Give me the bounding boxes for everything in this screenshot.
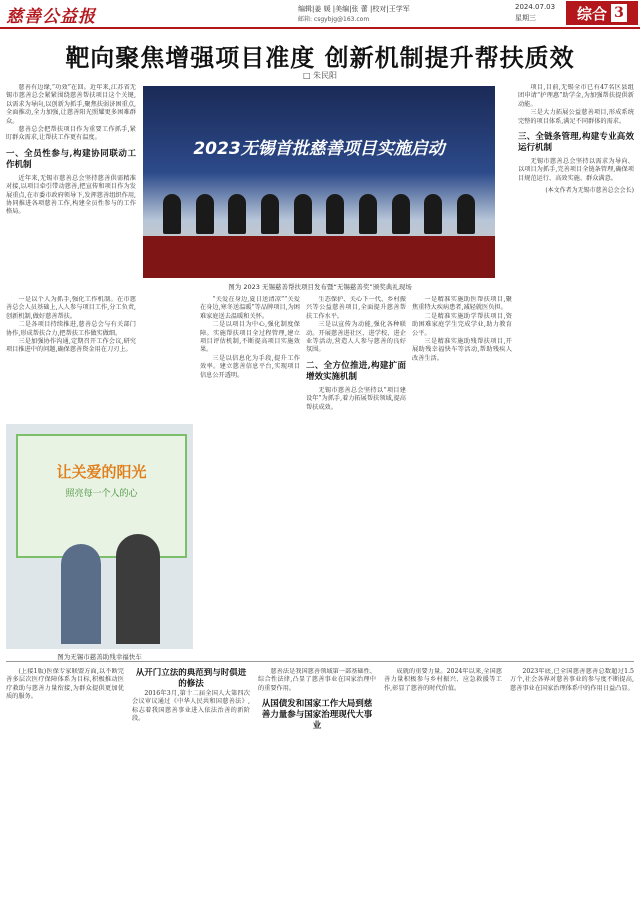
paragraph: 二是以项目为中心,强化制度保障。实施帮扶项目全过程管理,建立项目评估机制,不断提高项目实施效果。 xyxy=(200,321,300,354)
person-figure xyxy=(116,534,160,644)
section-heading: 三、全链条管理,构建专业高效运行机制 xyxy=(518,132,634,154)
person-figure xyxy=(61,544,101,644)
stage-platform xyxy=(143,236,495,278)
issue-weekday: 星期三 xyxy=(515,14,536,22)
page-number: 3 xyxy=(611,4,627,22)
paragraph: 慈善有边缘,“功效”在回。近年来,江苏省无锡市慈善总会紧紧围绕慈善帮扶项目这个关键,以需求为导向,以创新为抓手,聚焦扶弱济困重点,全面推动,全力加强,让慈善阳光照耀更多困难群众。 xyxy=(6,84,136,125)
issue-date: 2024.07.03 xyxy=(515,3,556,11)
paragraph: 近年来,无锡市慈善总会坚持慈善供需精准对接,以项目牵引带动慈善,把宣传和项目作为发展重点,在市委市政府领导下,发挥慈善组织作用,协同推进各项慈善工作,构建全员性参与的工作格局。 xyxy=(6,174,136,216)
section-tag xyxy=(566,1,638,25)
paragraph: 成就的重要力量。2024年以来,全国慈善力量积极参与乡村振兴、应急救援等工作,彰显了慈善的时代价值。 xyxy=(384,668,502,692)
bottom-column-2 xyxy=(132,668,250,898)
banner-subtitle: 照亮每一个人的心 xyxy=(65,489,138,499)
bottom-column-3 xyxy=(258,668,376,898)
paragraph: (上接1版)医保专家联盟方面,以不断完善多层次医疗保障体系为目标,积极推动医疗救助与慈善力量衔接,为群众提供更加优质的服务。 xyxy=(6,668,124,701)
article-column-5 xyxy=(412,296,512,656)
bottom-column-1 xyxy=(6,668,124,898)
paragraph: 三是精准实施助残帮扶项目,开展助残幸福快车等活动,帮助残疾人改善生活。 xyxy=(412,338,512,362)
contact-email: 邮箱: csgybjg@163.com xyxy=(298,16,370,23)
author-note: (本文作者为无锡市慈善总会会长) xyxy=(545,187,634,195)
headline: 靶向聚焦增强项目准度 创新机制提升帮扶质效 xyxy=(65,43,575,72)
byline: □ 朱民阳 xyxy=(302,71,338,80)
paragraph: 2023年底,已全国慈善慈善总数超过1.5万个,社会各界对慈善事业的参与度不断提高,慈善事业在国家治理体系中的作用日益凸显。 xyxy=(510,668,634,692)
paragraph: 慈善法是我国慈善领域第一部基础性、综合性法律,凸显了慈善事业在国家治理中的重要作用。 xyxy=(258,668,376,692)
paragraph: 一是精准实施助医帮扶项目,聚焦重特大疾病患者,减轻就医负担。 xyxy=(412,296,512,312)
article-column-2 xyxy=(6,296,136,416)
article-column-4 xyxy=(306,296,406,656)
section-heading: 一、全员性参与,构建协同联动工作机制 xyxy=(6,148,136,170)
paragraph: 三是加强协作沟通,定期召开工作会议,研究项目推进中的问题,确保慈善资金用在刀刃上。 xyxy=(6,338,136,354)
people-row xyxy=(163,194,475,234)
photo-banner-text: 2023无锡首批慈善项目实施启动 xyxy=(193,139,445,159)
top-rule xyxy=(0,27,640,29)
paragraph: 项目,目前,无锡全市已有47名区县组团申请“护理惠”助学金,为加强帮扶提供新动能。 xyxy=(518,84,634,108)
section-divider xyxy=(6,661,634,662)
section-heading: 从国债发和国家工作大局到慈善力量参与国家治理现代大事业 xyxy=(261,699,373,732)
editor-info: 编辑|姜 媛 |美编|张 蕾 |校对|王学军 xyxy=(298,5,410,13)
paragraph: 一是以个人为抓手,强化工作机制。在市慈善总会人员基础上,人人参与项目工作,分工负责,创新机制,做好慈善帮扶。 xyxy=(6,296,136,320)
paragraph: 无锡市慈善总会坚持以“项目建设年”为抓手,着力拓展帮扶领域,提高帮扶成效。 xyxy=(306,386,406,411)
photo-caption: 图为无锡市慈善助残幸福快车 xyxy=(57,653,142,661)
paragraph: 三是大力拓展公益慈善项目,形成系统完整的项目体系,满足不同群体的需求。 xyxy=(518,109,634,125)
banner-board xyxy=(16,434,187,558)
newspaper-logo: 慈善公益报 xyxy=(6,7,96,27)
section-label: 综合 xyxy=(576,4,607,23)
paragraph: 无锡市慈善总会坚持以需求为导向、以项目为抓手,完善项目全链条管理,确保项目规范运行、高效实施、群众满意。 xyxy=(518,158,634,182)
paragraph: “关爱在身边,夏日送清凉”“关爱在身边,寒冬送温暖”等品牌项目,为困难家庭送去温暖和关怀。 xyxy=(200,296,300,320)
photo-caption: 图为 2023 无锡慈善帮扶项目发布暨“无锡慈善奖”颁奖典礼现场 xyxy=(228,283,412,291)
paragraph: 二是各项目持续推进,慈善总会与有关部门协作,形成帮扶合力,把帮扶工作做实做细。 xyxy=(6,321,136,337)
paragraph: 慈善总会把帮扶项目作为重要工作抓手,紧盯群众需求,让帮扶工作更有温度。 xyxy=(6,126,136,142)
paragraph: 三是以宣传为动能,强化各种联动。开展慈善进社区、进学校、进企业等活动,营造人人参与慈善的良好氛围。 xyxy=(306,321,406,354)
section-heading: 二、全方位推进,构建扩面增效实施机制 xyxy=(306,360,406,382)
paragraph: 2016年3月,第十二届全国人大第四次会议审议通过《中华人民共和国慈善法》,标志着我国慈善事业进入依法治善的新阶段。 xyxy=(132,690,250,723)
charity-bus-photo xyxy=(6,424,193,649)
section-heading: 从开门立法的典范到与时俱进的修法 xyxy=(135,668,247,689)
article-column-6 xyxy=(518,84,634,656)
paragraph: 生态保护、关心下一代、乡村振兴等公益慈善项目,全面提升慈善帮扶工作水平。 xyxy=(306,296,406,320)
article-column-3 xyxy=(200,296,300,656)
event-photo xyxy=(143,86,495,278)
paragraph: 二是精准实施助学帮扶项目,资助困难家庭学生完成学业,助力教育公平。 xyxy=(412,312,512,337)
paragraph: 三是以信息化为手段,提升工作效率。建立慈善信息平台,实现项目信息公开透明。 xyxy=(200,354,300,379)
bottom-column-4 xyxy=(384,668,502,898)
banner-title: 让关爱的阳光 xyxy=(56,463,147,481)
bottom-column-5 xyxy=(510,668,634,898)
